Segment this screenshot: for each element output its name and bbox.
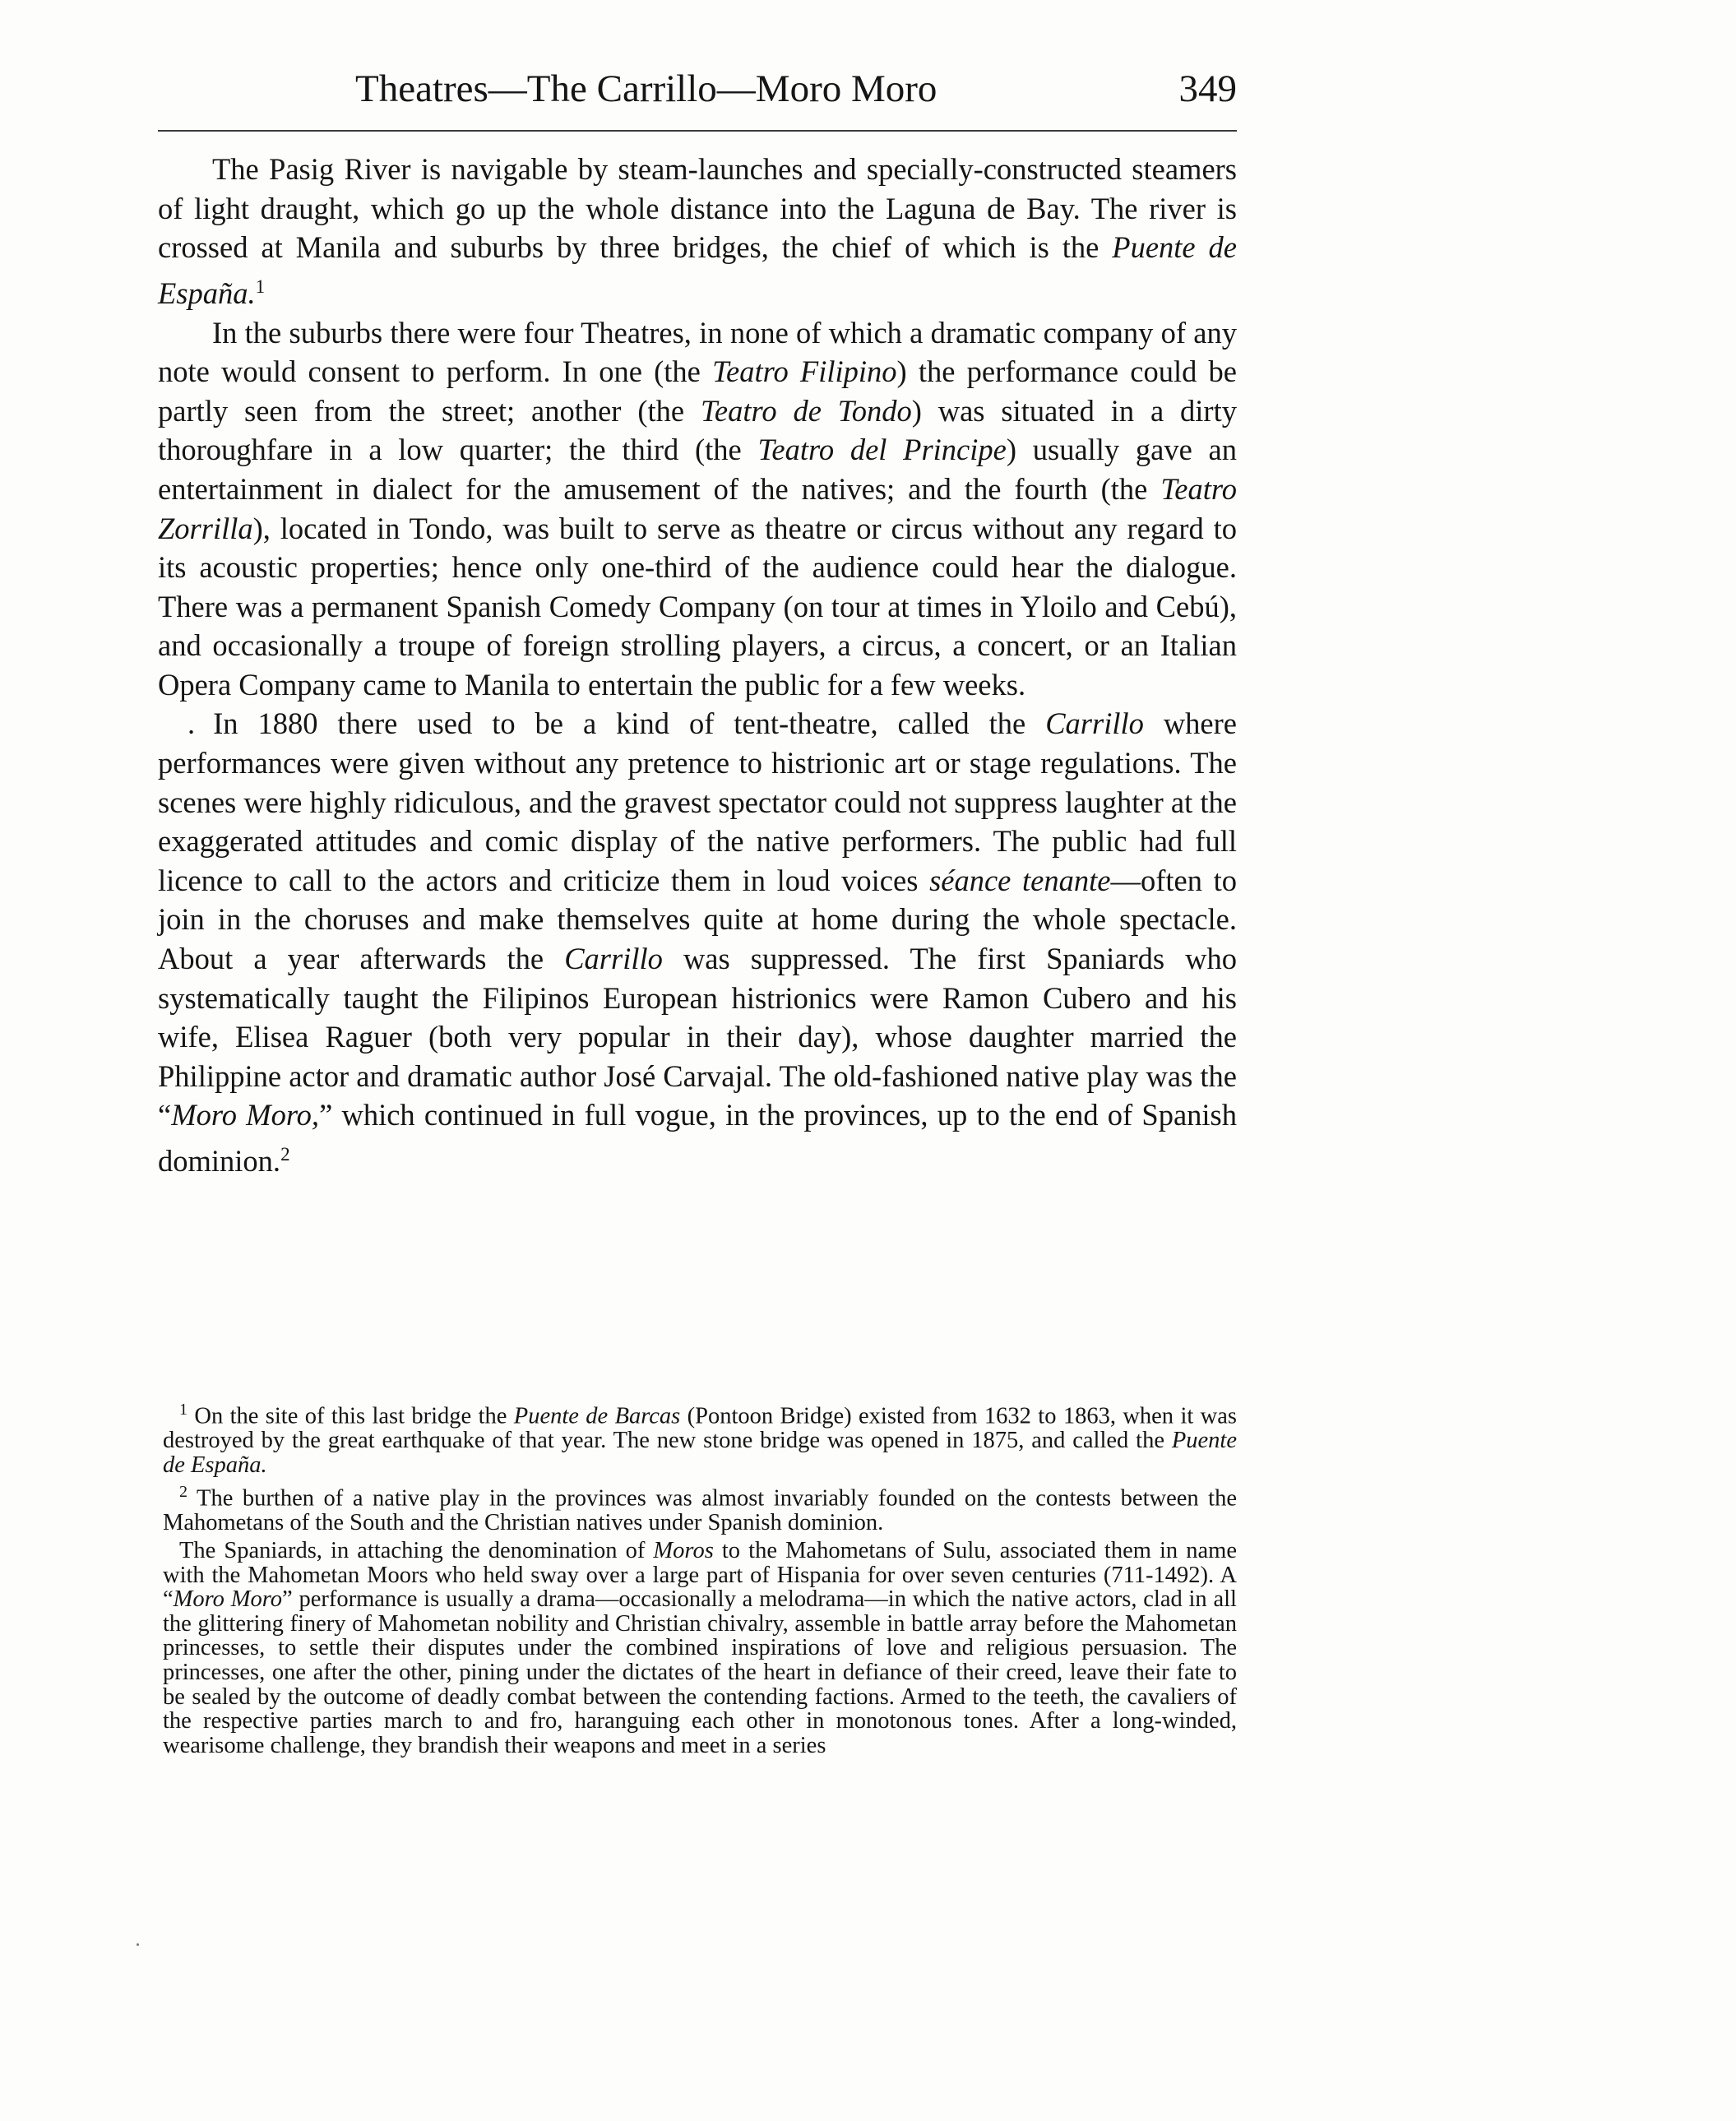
paper-speck	[137, 1943, 139, 1946]
paragraph-carrillo: . In 1880 there used to be a kind of tent-theatre, called the Carrillo where performances were given without any pretence to histrionic art or stage regulations. The scenes were highly ridiculous, and the gravest spectator could not suppress laughter at the exaggerated attitudes and comic display of the native performers. The public had full licence to call to the actors and criticize them in loud voices séance tenante—often to join in the choruses and make themselves quite at home during the whole spectacle. About a year afterwards the Carrillo was suppressed. The first Spaniards who systematically taught the Filipinos European histrionics were Ramon Cubero and his wife, Elisea Raguer (both very popular in their day), whose daughter married the Philippine actor and dramatic author José Carvajal. The old-fashioned native play was the “Moro Moro,” which continued in full vogue, in the provinces, up to the end of Spanish dominion.$^2$	[158, 706, 1237, 1179]
footnote-ref: 2	[280, 1144, 290, 1165]
paragraph-pasig-river: The Pasig River is navigable by steam-launches and specially-constructed steamers of light draught, which go up the whole distance into the Laguna de Bay. The river is crossed at Manila and suburbs by three bridges, the chief of which is the Puente de España.$^1$	[158, 152, 1237, 310]
running-head: Theatres—The Carrillo—Moro Moro	[355, 67, 937, 110]
stray-mark: .	[187, 706, 196, 741]
footnote-2-continued: The Spaniards, in attaching the denomination of Moros to the Mahometans of Sulu, associated them in name with the Mahometan Moors who held sway over a large part of Hispania for over seven centuries (711-1492). A “Moro Moro” performance is usually a drama—occasionally a melodrama—in which the native actors, clad in all the glittering finery of Mahometan nobility and Christian chivalry, assemble in battle array before the Mahometan princesses, to settle their disputes under the combined inspirations of love and religious persuasion. The princesses, one after the other, pining under the dictates of the heart in defiance of their creed, leave their fate to be sealed by the outcome of deadly combat between the contending factions. Armed to the teeth, the cavaliers of the respective parties march to and fro, haranguing each other in monotonous tones. After a long-winded, wearisome challenge, they brandish their weapons and meet in a series	[163, 1537, 1237, 1758]
footnote-ref: 1	[255, 276, 266, 297]
page-header	[158, 64, 1237, 113]
page-number: 349	[1178, 67, 1237, 110]
footnote-2: $^2$ The burthen of a native play in the provinces was almost invariably founded on the contests between the Mahometans of the South and the Christian natives under Spanish dominion.	[163, 1483, 1237, 1536]
paragraph-theatres: In the suburbs there were four Theatres, in none of which a dramatic company of any note would consent to perform. In one (the Teatro Filipino) the performance could be partly seen from the street; another (the Teatro de Tondo) was situated in a dirty thoroughfare in a low quarter; the third (the Teatro del Principe) usually gave an entertainment in dialect for the amusement of the natives; and the fourth (the Teatro Zorrilla), located in Tondo, was built to serve as theatre or circus without any regard to its acoustic properties; hence only one-third of the audience could hear the dialogue. There was a permanent Spanish Comedy Company (on tour at times in Yloilo and Cebú), and occasionally a troupe of foreign strolling players, a circus, a concert, or an Italian Opera Company came to Manila to entertain the public for a few weeks.	[158, 315, 1238, 702]
footnotes	[163, 1398, 1237, 1761]
header-rule	[158, 130, 1237, 132]
main-text	[158, 150, 1237, 1181]
footnote-1: $^1$ On the site of this last bridge the Puente de Barcas (Pontoon Bridge) existed from 1632 to 1863, when it was destroyed by the great earthquake of that year. The new stone bridge was opened in 1875, and called the Puente de España.	[163, 1401, 1237, 1478]
